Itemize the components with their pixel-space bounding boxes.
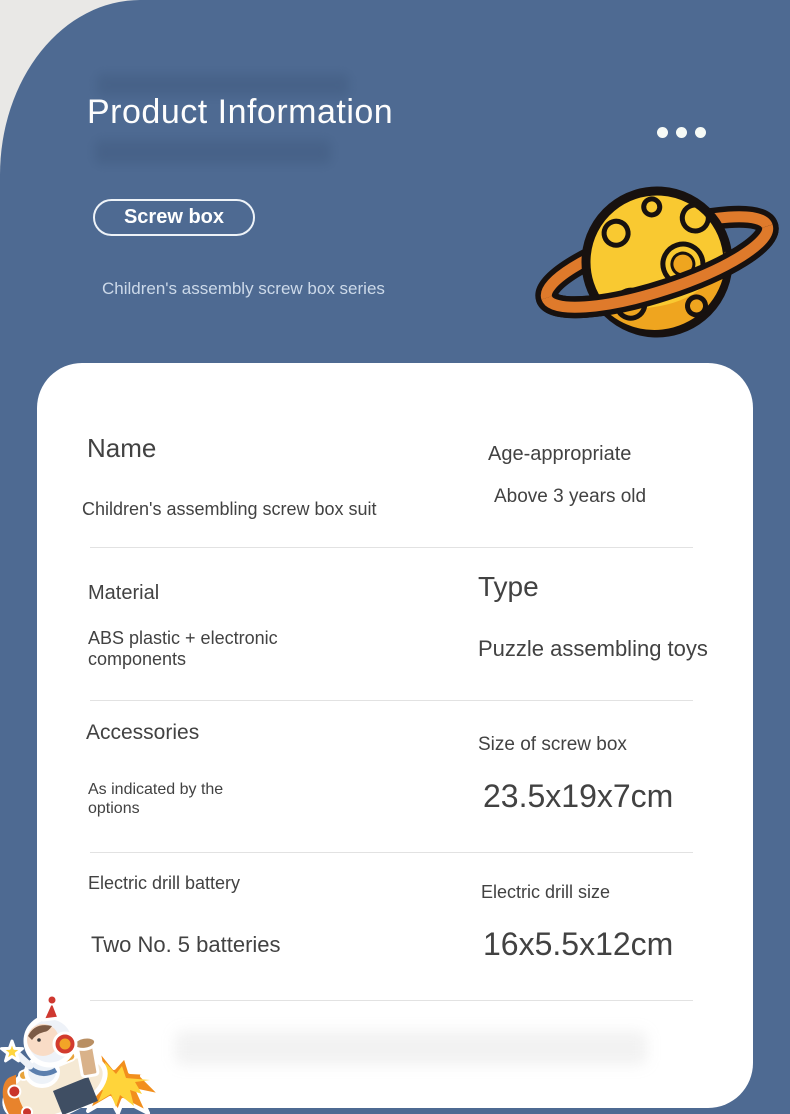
- age-label: Age-appropriate: [488, 443, 632, 465]
- battery-label: Electric drill battery: [88, 873, 241, 893]
- material-value: ABS plastic + electronic components: [88, 628, 278, 670]
- battery-value: Two No. 5 batteries: [91, 932, 281, 957]
- divider: [90, 852, 693, 853]
- dot: [695, 127, 706, 138]
- series-subtitle: Children's assembly screw box series: [102, 279, 385, 298]
- astronaut-rocket-illustration: [0, 996, 175, 1114]
- divider: [90, 1000, 693, 1001]
- badge-label: Screw box: [123, 206, 225, 228]
- drill-size-value: 16x5.5x12cm: [483, 926, 674, 962]
- type-value: Puzzle assembling toys: [478, 636, 708, 661]
- planet-icon: [535, 178, 790, 354]
- dot: [676, 127, 687, 138]
- accessories-value: As indicated by the options: [88, 781, 224, 818]
- watermark-ghost: [175, 1031, 647, 1065]
- screw-box-size-value: 23.5x19x7cm: [483, 778, 674, 814]
- name-value: Children's assembling screw box suit: [82, 499, 377, 519]
- page-title: Product Information: [87, 93, 394, 131]
- ellipsis-icon: [657, 127, 706, 138]
- dot: [657, 127, 668, 138]
- drill-size-label: Electric drill size: [481, 882, 611, 902]
- divider: [90, 700, 693, 701]
- ghost-text-artifact: [95, 140, 331, 164]
- name-label: Name: [87, 433, 157, 463]
- accessories-label: Accessories: [86, 721, 200, 744]
- type-label: Type: [478, 571, 539, 602]
- age-value: Above 3 years old: [494, 486, 647, 507]
- screw-box-size-label: Size of screw box: [478, 734, 627, 755]
- screw-box-badge: [93, 199, 255, 236]
- material-label: Material: [88, 582, 160, 604]
- divider: [90, 547, 693, 548]
